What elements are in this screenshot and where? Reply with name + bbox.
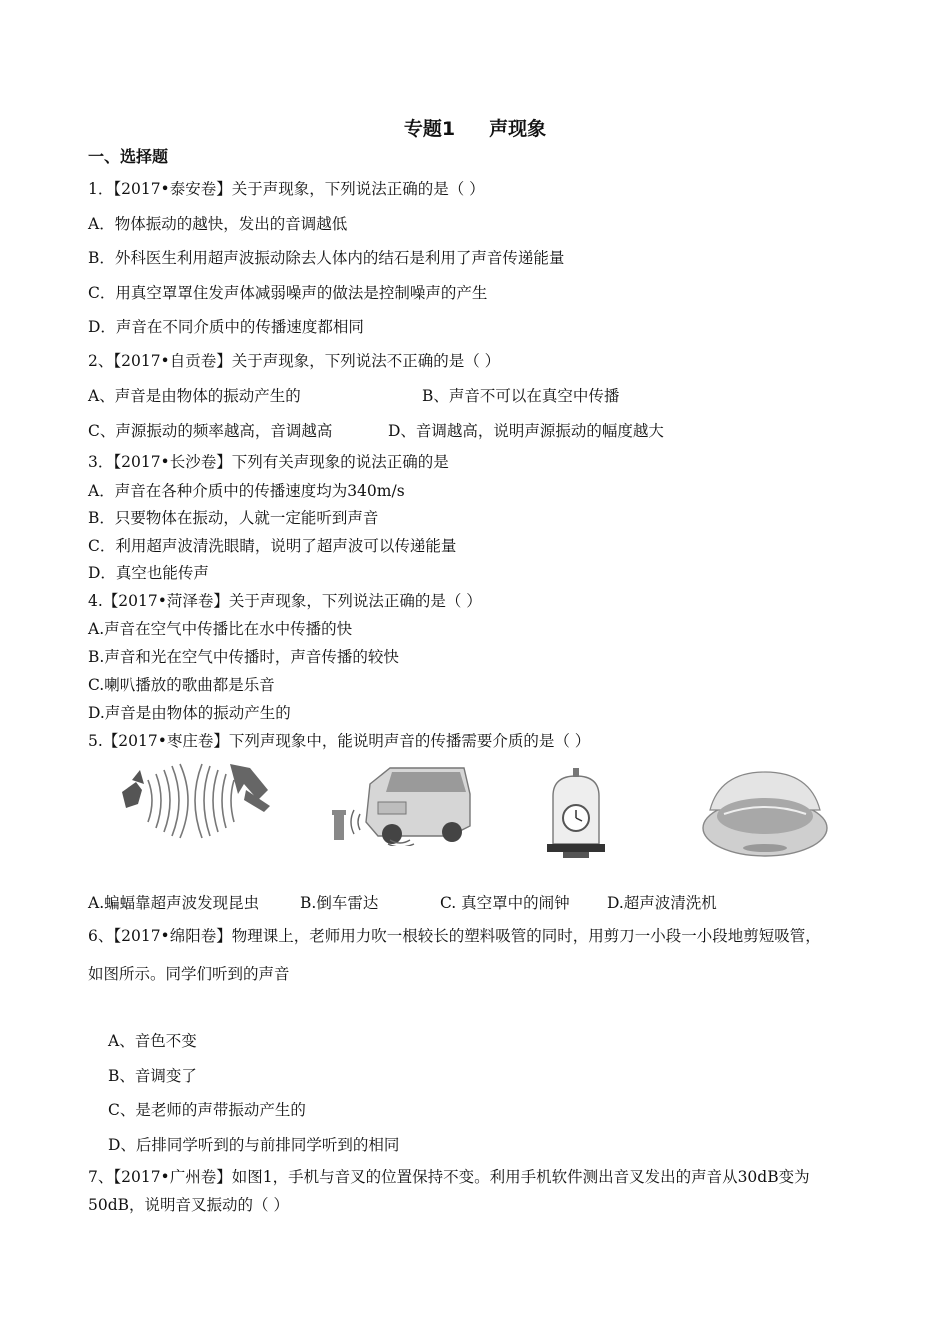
question-3-option-c: C．利用超声波清洗眼睛，说明了超声波可以传递能量 [88, 537, 457, 555]
question-4-option-d: D.声音是由物体的振动产生的 [88, 704, 291, 722]
question-5-caption-b: B.倒车雷达 [300, 894, 379, 912]
question-7-stem-line-1: 7、【2017•广州卷】如图1，手机与音叉的位置保持不变。利用手机软件测出音叉发出的声音从30dB变为 [88, 1168, 810, 1186]
question-2-stem: 2、【2017•自贡卷】关于声现象，下列说法不正确的是（ ） [88, 352, 501, 370]
question-3-stem: 3．【2017•长沙卷】下列有关声现象的说法正确的是 [88, 453, 449, 471]
question-1-option-c: C．用真空罩罩住发声体减弱噪声的做法是控制噪声的产生 [88, 284, 488, 302]
bat-ultrasound-picture [118, 760, 278, 842]
question-7-stem-line-2: 50dB，说明音叉振动的（ ） [88, 1196, 289, 1214]
question-4-option-b: B.声音和光在空气中传播时，声音传播的较快 [88, 648, 399, 666]
question-4-option-a: A.声音在空气中传播比在水中传播的快 [88, 620, 353, 638]
question-4-option-c: C.喇叭播放的歌曲都是乐音 [88, 676, 275, 694]
question-6-option-b: B、音调变了 [108, 1067, 197, 1085]
car-reversing-radar-picture [330, 764, 472, 846]
section-heading: 一、选择题 [88, 147, 169, 166]
question-3-option-d: D．真空也能传声 [88, 564, 209, 582]
page-title [0, 114, 950, 141]
question-2-option-b: B、声音不可以在真空中传播 [422, 387, 620, 405]
question-2-option-d: D、音调越高，说明声源振动的幅度越大 [388, 422, 664, 440]
question-2-option-c: C、声源振动的频率越高，音调越高 [88, 422, 333, 440]
question-1-option-d: D．声音在不同介质中的传播速度都相同 [88, 318, 364, 336]
title-topic-number: 专题1 [403, 118, 456, 140]
question-3-option-b: B．只要物体在振动，人就一定能听到声音 [88, 509, 379, 527]
bell-jar-clock-picture [545, 766, 607, 860]
question-5-caption-d: D.超声波清洗机 [607, 894, 717, 912]
question-1-stem: 1．【2017•泰安卷】关于声现象，下列说法正确的是（ ） [88, 180, 485, 198]
title-topic-name: 声现象 [489, 118, 547, 140]
question-6-option-d: D、后排同学听到的与前排同学听到的相同 [108, 1136, 400, 1154]
question-5-stem: 5.【2017•枣庄卷】下列声现象中，能说明声音的传播需要介质的是（ ） [88, 732, 591, 750]
question-1-option-a: A．物体振动的越快，发出的音调越低 [88, 215, 348, 233]
question-5-caption-a: A.蝙蝠靠超声波发现昆虫 [88, 894, 260, 912]
question-6-option-a: A、音色不变 [108, 1032, 197, 1050]
question-1-option-b: B．外科医生利用超声波振动除去人体内的结石是利用了声音传递能量 [88, 249, 565, 267]
ultrasonic-cleaner-picture [700, 770, 830, 858]
question-6-stem-line-1: 6、【2017•绵阳卷】物理课上，老师用力吹一根较长的塑料吸管的同时，用剪刀一小段一小段地剪短吸管， [88, 927, 821, 945]
question-4-stem: 4.【2017•菏泽卷】关于声现象，下列说法正确的是（ ） [88, 592, 482, 610]
question-2-option-a: A、声音是由物体的振动产生的 [88, 387, 301, 405]
question-6-stem-line-2: 如图所示。同学们听到的声音 [88, 965, 290, 983]
question-6-option-c: C、是老师的声带振动产生的 [108, 1101, 306, 1119]
question-5-caption-c: C. 真空罩中的闹钟 [440, 894, 570, 912]
question-3-option-a: A．声音在各种介质中的传播速度均为340m/s [88, 482, 405, 500]
